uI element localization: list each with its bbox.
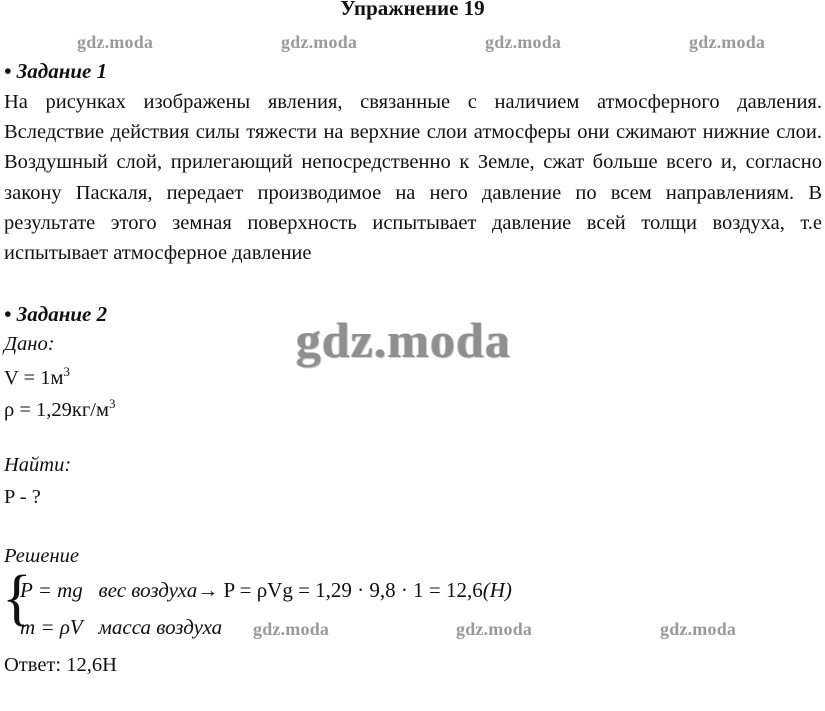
given-label: Дано: (4, 333, 55, 355)
find-label: Найти: (4, 454, 72, 476)
watermark: gdz.moda (77, 32, 154, 52)
watermark: gdz.moda (281, 32, 358, 52)
page-title: Упражнение 19 (340, 0, 485, 20)
given-density: $\rho = 1,29кг/м^3$ (4, 396, 116, 421)
watermark-large: gdz.moda (296, 312, 511, 368)
watermark: gdz.moda (456, 619, 533, 639)
watermark: gdz.moda (253, 619, 330, 639)
solution-label: Решение (4, 545, 79, 567)
equation-2: m = ρV масса воздуха (20, 615, 223, 639)
task1-text: На рисунках изображены явления, связанные с наличием атмосферного давления. Вследствие действия силы тяжести на верхние слои атмосферы они сжимают нижние слои. Воздушный слой, прилегающий непосредственно к Земле, сжат больше всего и, согласно закону Паскаля, передает производимое на него давление по всем направлениям. В результате этого земная поверхность испытывает давление всей толщи воздуха, т.е испытывает атмосферное давление (4, 91, 822, 265)
given-volume: $V = 1м^3$ (4, 364, 70, 389)
watermark: gdz.moda (689, 32, 766, 52)
system-brace: { (2, 564, 32, 632)
task2-heading: • Задание 2 (4, 302, 108, 326)
task1-heading: • Задание 1 (4, 59, 108, 83)
equation-1: P = mg вес воздуха→ P = ρVg = 1,29 · 9,8 · 1 = 12,6(H) (20, 578, 512, 602)
watermark: gdz.moda (485, 32, 562, 52)
watermark: gdz.moda (660, 619, 737, 639)
find-value: P - ? (4, 486, 41, 508)
answer: Ответ: 12,6Н (4, 654, 117, 676)
